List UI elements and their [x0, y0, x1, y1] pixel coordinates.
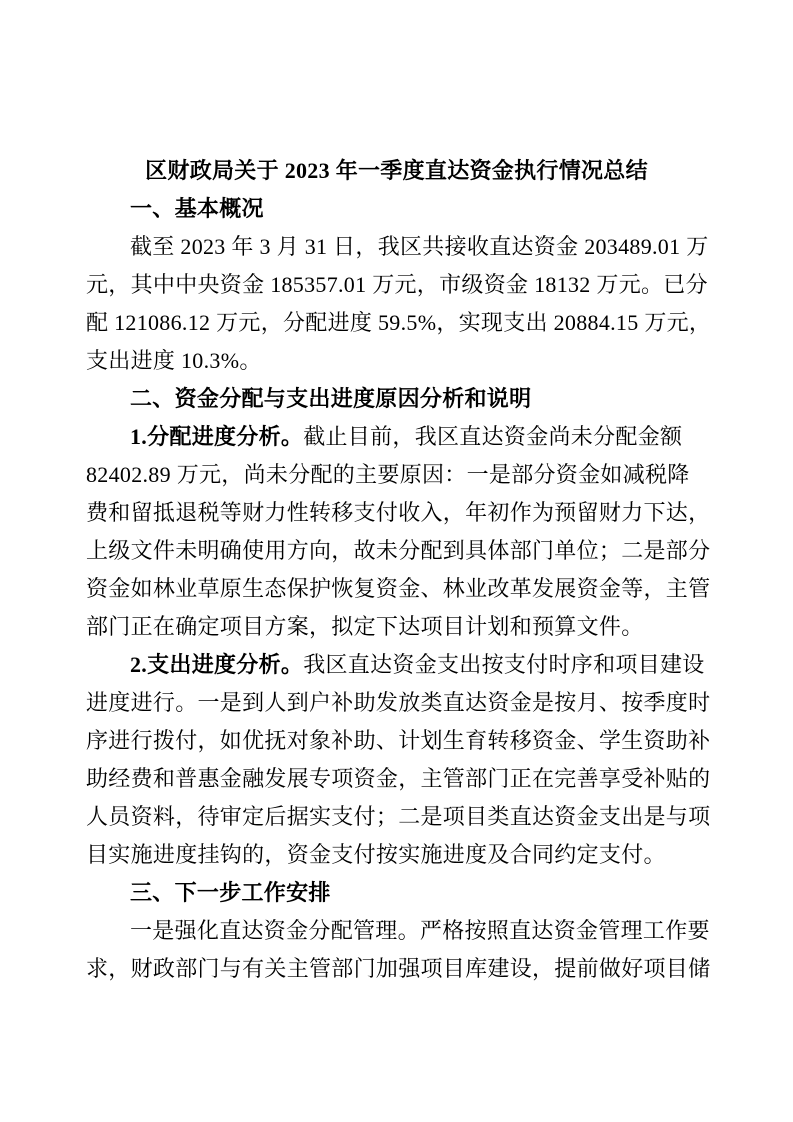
text-line: 进度进行。一是到人到户补助发放类直达资金是按月、按季度时: [86, 690, 711, 715]
text-line: [86, 418, 707, 456]
text-line: 费和留抵退税等财力性转移支付收入，年初作为预留财力下达，: [86, 500, 711, 525]
text-line: 元，其中中央资金 185357.01 万元，市级资金 18132 万元。已分: [86, 272, 708, 297]
section-heading-2: 二、资金分配与支出进度原因分析和说明: [130, 386, 532, 411]
text-line: 资金如林业草原生态保护恢复资金、林业改革发展资金等，主管: [86, 576, 711, 601]
text-line: 配 121086.12 万元，分配进度 59.5%，实现支出 20884.15 万元，: [86, 310, 712, 335]
text-line: 上级文件未明确使用方向，故未分配到具体部门单位；二是部分: [86, 538, 711, 563]
paragraph-lead: 1.分配进度分析。: [130, 424, 304, 449]
text-line: [86, 646, 707, 684]
paragraph-lead: 2.支出进度分析。: [130, 652, 304, 677]
section-heading-1: 一、基本概况: [130, 196, 264, 221]
text-line: 求，财政部门与有关主管部门加强项目库建设，提前做好项目储: [86, 956, 711, 981]
text-line: 序进行拨付，如优抚对象补助、计划生育转移资金、学生资助补: [86, 728, 711, 753]
text-line: 82402.89 万元，尚未分配的主要原因：一是部分资金如减税降: [86, 462, 690, 487]
section-heading-3: 三、下一步工作安排: [130, 880, 331, 905]
text-line: 支出进度 10.3%。: [86, 348, 262, 373]
paragraph-text: 我区直达资金支出按支付时序和项目建设: [303, 652, 705, 677]
paragraph-text: 截止目前，我区直达资金尚未分配金额: [303, 424, 683, 449]
text-line: 目实施进度挂钩的，资金支付按实施进度及合同约定支付。: [86, 842, 666, 867]
text-line: 一是强化直达资金分配管理。严格按照直达资金管理工作要: [130, 918, 710, 943]
text-line: 人员资料，待审定后据实支付；二是项目类直达资金支出是与项: [86, 804, 711, 829]
document-title: 区财政局关于 2023 年一季度直达资金执行情况总结: [145, 158, 648, 183]
text-line: 截至 2023 年 3 月 31 日，我区共接收直达资金 203489.01 万: [130, 234, 709, 259]
text-line: 部门正在确定项目方案，拟定下达项目计划和预算文件。: [86, 614, 644, 639]
text-line: 助经费和普惠金融发展专项资金，主管部门正在完善享受补贴的: [86, 766, 711, 791]
